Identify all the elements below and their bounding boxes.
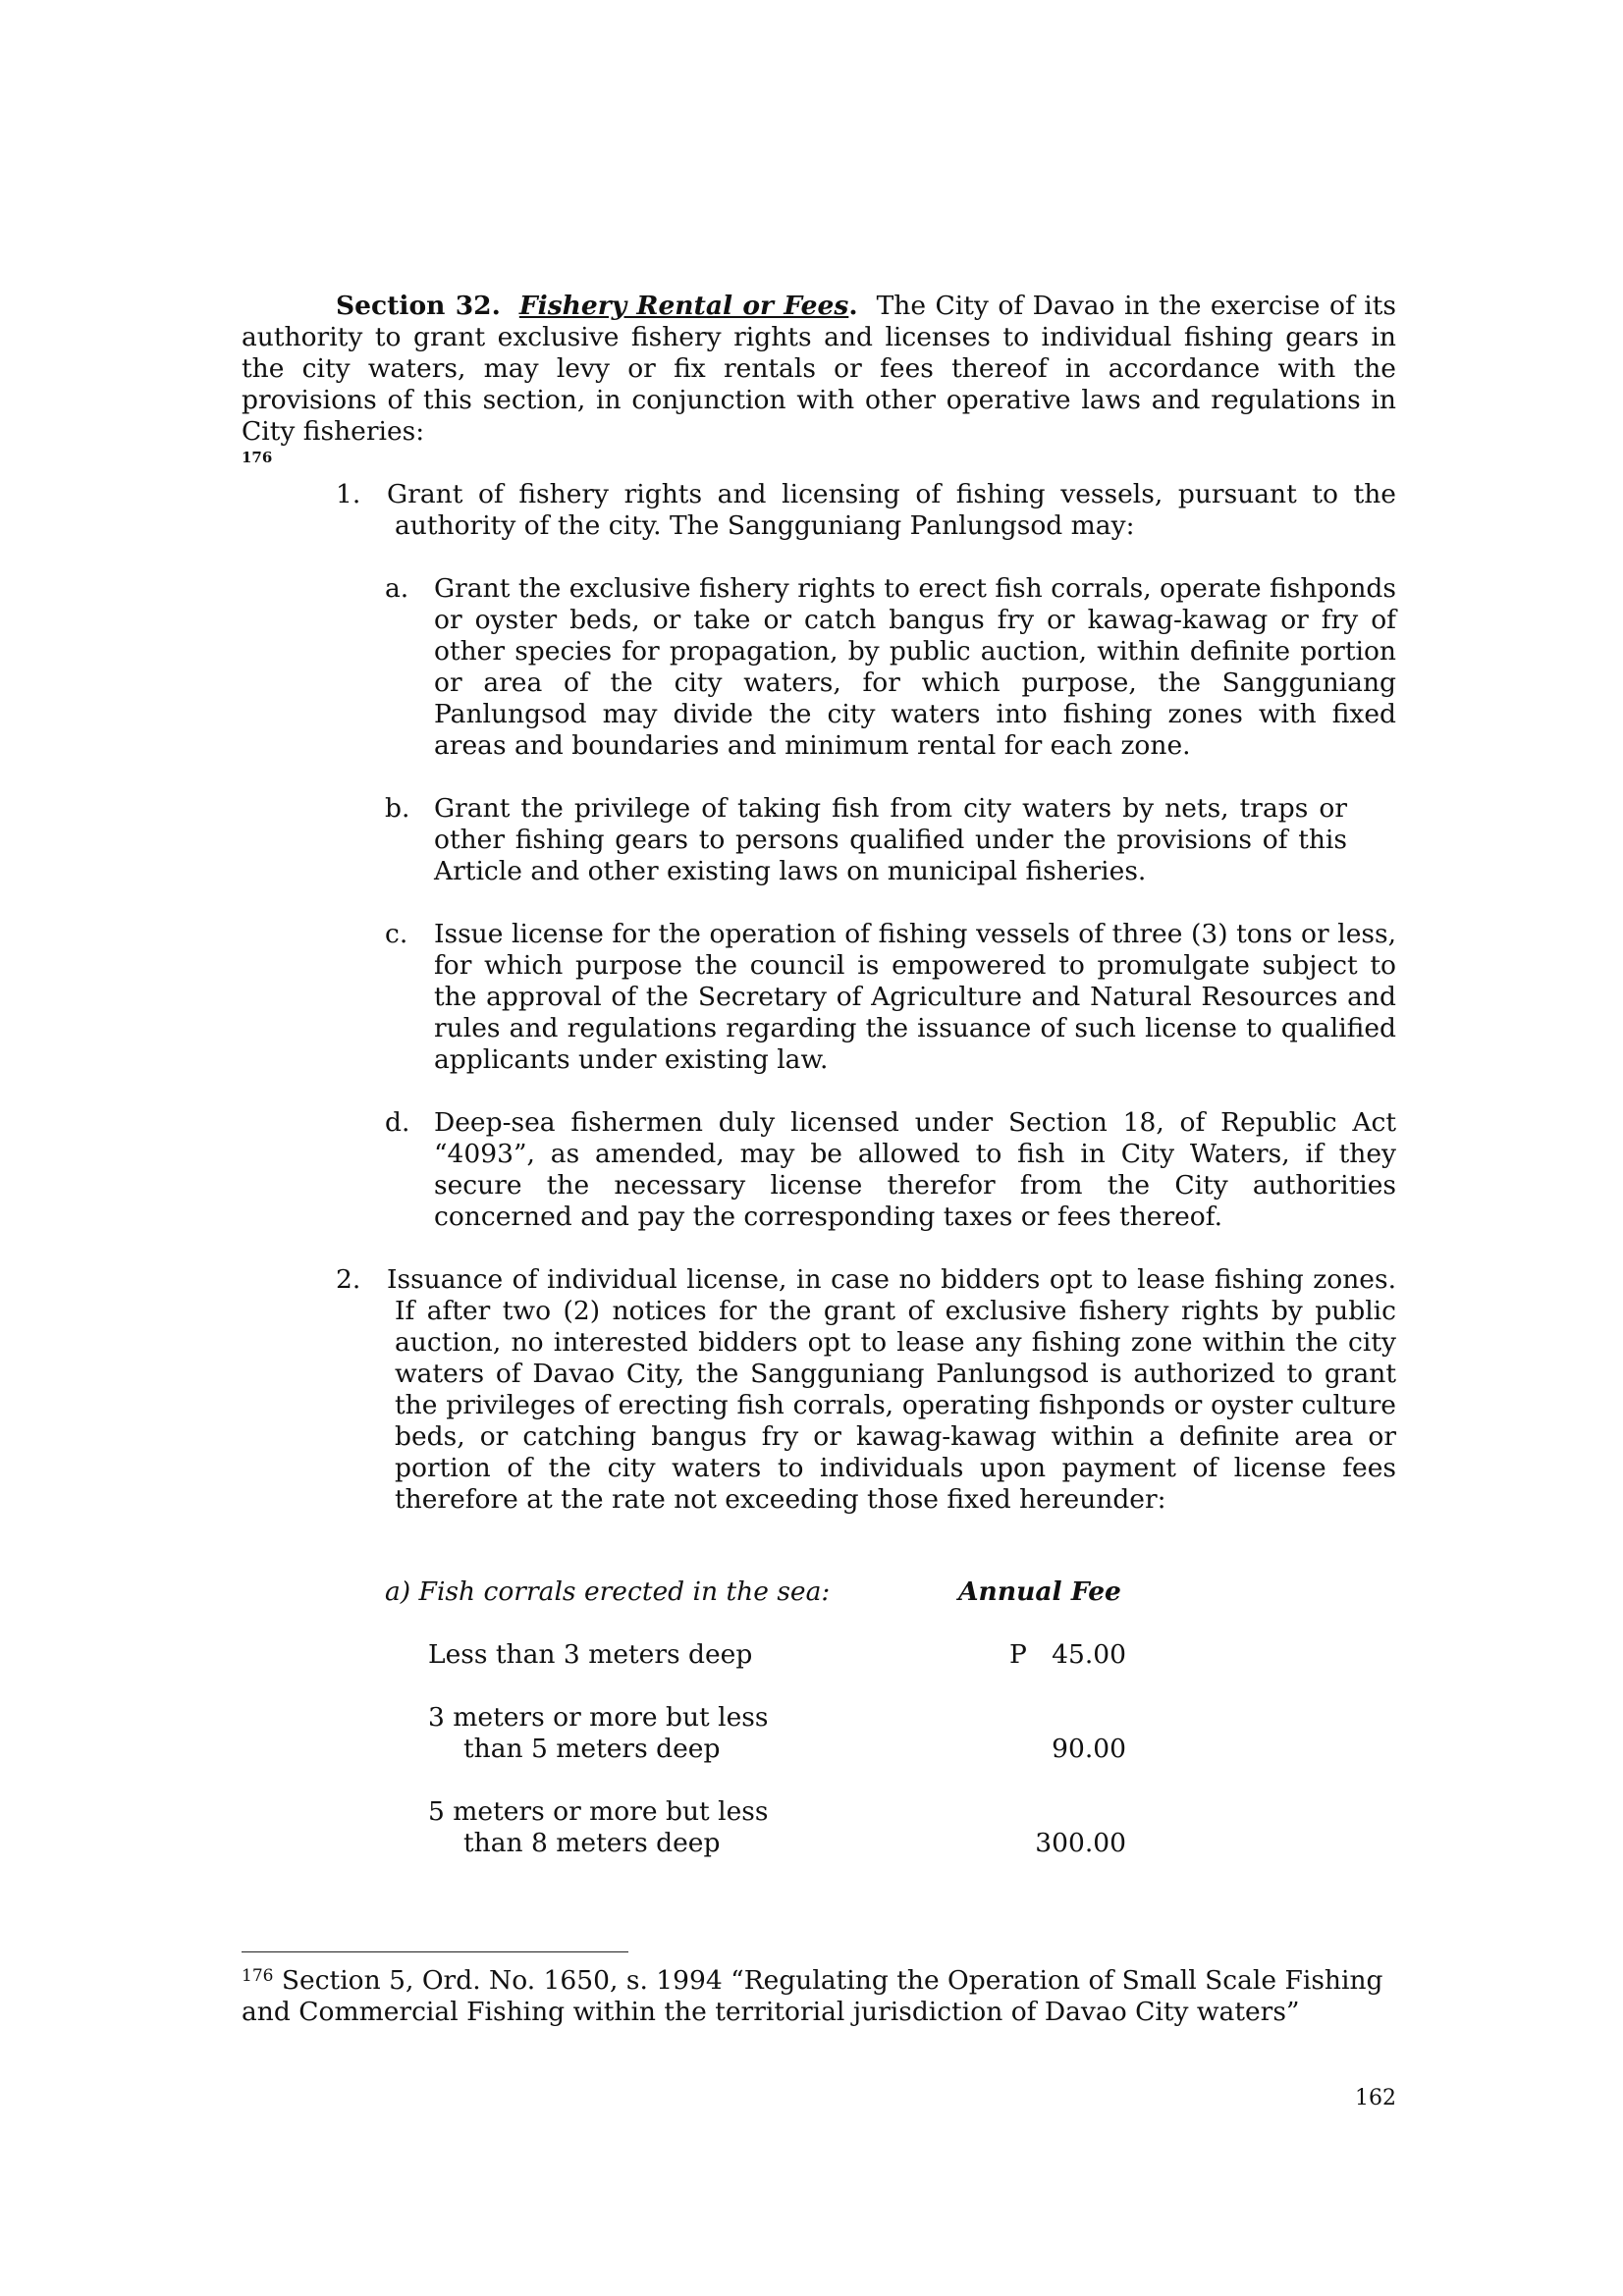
sub-item-letter: b. [385,793,410,824]
sub-item-b [385,793,1347,887]
fee-row-label-line1: 5 meters or more but less [428,1796,769,1827]
fee-table-heading-amount: Annual Fee [958,1576,1121,1607]
section-title-period: . [848,291,858,321]
page-number: 162 [1355,2086,1396,2110]
sub-item-letter: d. [385,1107,410,1138]
fee-row-amount: 300.00 [1035,1828,1126,1858]
footnote [242,1965,1396,2028]
footnote-reference: 176 [242,449,273,466]
section-paragraph [242,291,1396,479]
fee-row-label-line2: than 8 meters deep [463,1828,721,1858]
fee-row-amount: 90.00 [1052,1734,1126,1764]
sub-item-c [385,919,1396,1076]
sub-item-a [385,573,1396,762]
fee-row-label [428,1702,840,1765]
item-number: 1. [336,479,361,509]
section-heading: Section 32. [336,291,501,321]
list-item-1 [338,479,1396,542]
fee-row-label [428,1639,840,1671]
sub-item-letter: a. [385,573,409,604]
sub-item-text: Grant the privilege of taking fish from city waters by nets, traps or other fishing gears to persons qualified under the provisions of this Article and other existing laws on municipal fisheries. [434,793,1347,886]
section-body: The City of Davao in the exercise of its authority to grant exclusive fishery rights and licenses to individual fishing gears in the city waters, may levy or fix rentals or fees thereof in accordance with the provisions of this section, in conjunction with other operative laws and regulations in City fisheries: [242,291,1396,447]
sub-item-text: Grant the exclusive fishery rights to erect fish corrals, operate fishponds or oyster beds, or take or catch bangus fry or kawag-kawag or fry of other species for propagation, by public auction, within definite portion or area of the city waters, for which purpose, the Sangguniang Panlungsod may divide the city waters into fishing zones with fixed areas and boundaries and minimum rental for each zone. [434,573,1396,761]
footnote-number: 176 [242,1966,274,1986]
list-item-2 [338,1264,1396,1516]
fee-row-label-line2: than 5 meters deep [463,1734,721,1764]
fee-row-label-line1: Less than 3 meters deep [428,1639,753,1670]
sub-item-text: Deep-sea fishermen duly licensed under Section 18, of Republic Act “4093”, as amended, may be allowed to fish in City Waters, if they secure the necessary license therefor from the City authorities concerned and pay the corresponding taxes or fees thereof. [434,1107,1396,1232]
section-title: Fishery Rental or Fees [518,291,849,321]
item-text: Issuance of individual license, in case no bidders opt to lease fishing zones. If after two (2) notices for the grant of exclusive fishery rights by public auction, no interested bidders opt to lease any fishing zone within the city waters of Davao City, the Sangguniang Panlungsod is authorized to grant the privileges of erecting fish corrals, operating fishponds or oyster culture beds, or catching bangus fry or kawag-kawag within a definite area or portion of the city waters to individuals upon payment of license fees therefore at the rate not exceeding those fixed hereunder: [387,1264,1396,1515]
item-text: Grant of fishery rights and licensing of fishing vessels, pursuant to the authority of the city. The Sangguniang Panlungsod may: [387,479,1396,541]
footnote-separator [242,1951,628,1952]
footnote-text: Section 5, Ord. No. 1650, s. 1994 “Regulating the Operation of Small Scale Fishing and Commercial Fishing within the territorial jurisdiction of Davao City waters” [242,1965,1383,2027]
sub-item-text: Issue license for the operation of fishing vessels of three (3) tons or less, for which purpose the council is empowered to promulgate subject to the approval of the Secretary of Agriculture and Natural Resources and rules and regulations regarding the issuance of such license to qualified applicants under existing law. [434,919,1396,1075]
fee-row-label-line1: 3 meters or more but less [428,1702,769,1733]
sub-item-d [385,1107,1396,1233]
sub-item-letter: c. [385,919,408,949]
fee-row-label [428,1796,840,1859]
fee-table-heading-label: a) Fish corrals erected in the sea: [385,1576,831,1607]
fee-row-amount: P 45.00 [1009,1639,1126,1670]
item-number: 2. [336,1264,361,1295]
